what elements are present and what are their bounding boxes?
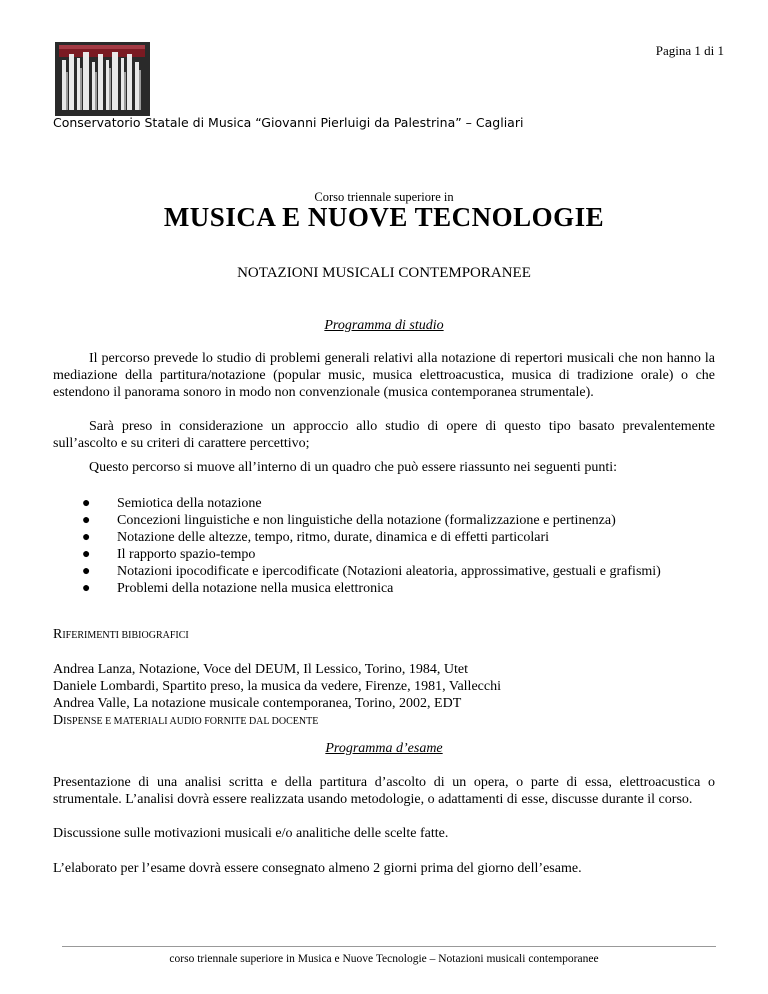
reference-item: Andrea Lanza, Notazione, Voce del DEUM, Il Lessico, Torino, 1984, Utet: [53, 662, 469, 677]
references-heading: [53, 627, 189, 643]
reference-item: Daniele Lombardi, Spartito preso, la musica da vedere, Firenze, 1981, Vallecchi: [53, 679, 501, 694]
point-text: Semiotica della notazione: [117, 496, 262, 511]
references-heading-initial: R: [53, 627, 63, 642]
bullet-icon: ●: [82, 530, 91, 545]
study-points-list: [53, 495, 715, 597]
bullet-icon: ●: [82, 496, 91, 511]
references-list: [53, 661, 501, 730]
point-text: Concezioni linguistiche e non linguistiche della notazione (formalizzazione e pertinenza): [117, 513, 616, 528]
subject-title: NOTAZIONI MUSICALI CONTEMPORANEE: [237, 265, 531, 281]
course-materials: [53, 712, 501, 730]
exam-paragraph-1: Presentazione di una analisi scritta e della partitura d’ascolto di un opera, o parte di essa, elettroacustica o strumentale. L’analisi dovrà essere realizzata usando metodologie, o adattamenti di esse, discusse durante il corso.: [53, 775, 715, 807]
list-item: [53, 580, 715, 597]
references-heading-rest: IFERIMENTI BIBIOGRAFICI: [62, 630, 189, 641]
conservatory-logo: [55, 42, 150, 116]
study-program-heading: Programma di studio: [324, 318, 444, 333]
course-title: MUSICA E NUOVE TECNOLOGIE: [163, 202, 605, 232]
course-materials-initial: D: [53, 713, 64, 728]
exam-paragraph-3: L’elaborato per l’esame dovrà essere consegnato almeno 2 giorni prima del giorno dell’esame.: [53, 861, 582, 876]
point-text: Notazioni ipocodificate e ipercodificate (Notazioni aleatoria, approssimative, gestuali e grafismi): [117, 564, 661, 579]
institution-name: Conservatorio Statale di Musica “Giovanni Pierluigi da Palestrina” – Cagliari: [53, 115, 524, 130]
point-text: Il rapporto spazio-tempo: [117, 547, 256, 562]
bullet-icon: ●: [82, 581, 91, 596]
list-item: [53, 529, 715, 546]
exam-program-heading: Programma d’esame: [325, 741, 443, 756]
list-item: [53, 495, 715, 512]
footer-divider: [62, 946, 716, 947]
list-item: [53, 563, 715, 580]
bullet-icon: ●: [82, 564, 91, 579]
study-paragraph-3: Questo percorso si muove all’interno di un quadro che può essere riassunto nei seguenti punti:: [89, 460, 617, 475]
study-paragraph-1: Il percorso prevede lo studio di problemi generali relativi alla notazione di repertori musicali che non hanno la mediazione della partitura/notazione (popular music, musica elettroacustica, musica di tradizione orale) o che estendono il panorama sonoro in modo non convenzionale (musica contemporanea strumentale).: [53, 351, 715, 400]
page-number: Pagina 1 di 1: [655, 43, 724, 58]
course-intro: Corso triennale superiore in: [314, 190, 454, 204]
logo-graphic: [55, 42, 150, 116]
bullet-icon: ●: [82, 513, 91, 528]
course-materials-rest: ISPENSE E MATERIALI AUDIO FORNITE DAL DOCENTE: [63, 716, 319, 727]
exam-paragraph-2: Discussione sulle motivazioni musicali e/o analitiche delle scelte fatte.: [53, 826, 449, 841]
study-paragraph-2: Sarà preso in considerazione un approccio allo studio di opere di questo tipo basato prevalentemente sull’ascolto e su criteri di carattere percettivo;: [53, 419, 715, 451]
bullet-icon: ●: [82, 547, 91, 562]
reference-item: Andrea Valle, La notazione musicale contemporanea, Torino, 2002, EDT: [53, 696, 462, 711]
point-text: Problemi della notazione nella musica elettronica: [117, 581, 394, 596]
list-item: [53, 546, 715, 563]
list-item: [53, 512, 715, 529]
page-footer: corso triennale superiore in Musica e Nuove Tecnologie – Notazioni musicali contemporanee: [169, 953, 599, 965]
point-text: Notazione delle altezze, tempo, ritmo, durate, dinamica e di effetti particolari: [117, 530, 549, 545]
